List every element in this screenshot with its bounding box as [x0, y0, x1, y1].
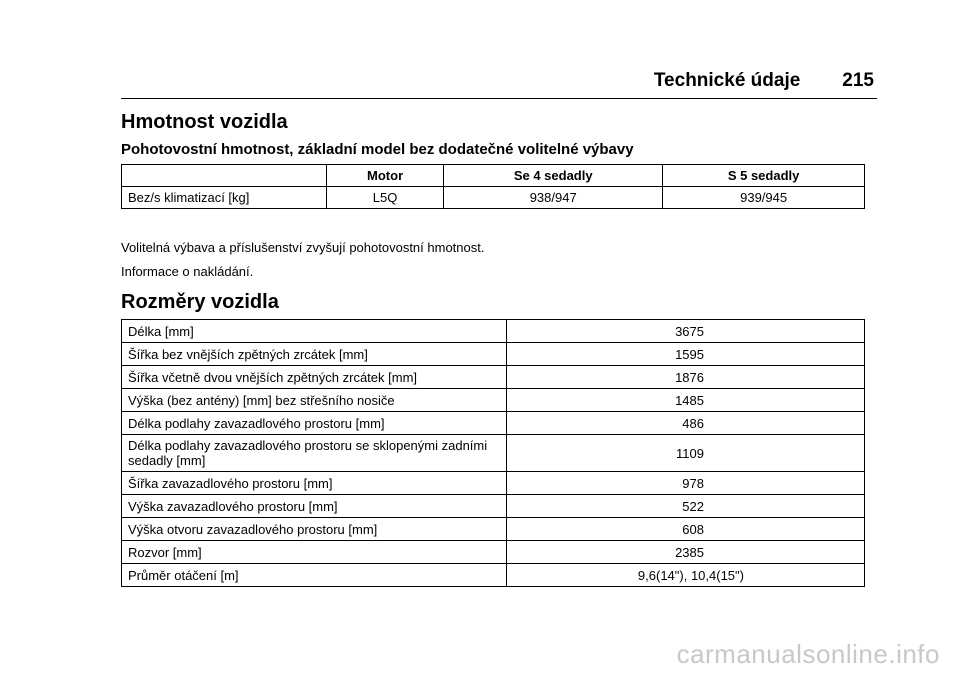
weight-table [121, 164, 865, 209]
dimension-value: 9,6(14"), 10,4(15") [507, 564, 865, 587]
table-row [122, 564, 865, 587]
header-rule [121, 98, 877, 99]
table-row [122, 435, 865, 472]
table-row [122, 541, 865, 564]
dimension-value: 2385 [507, 541, 865, 564]
dimension-label: Výška zavazadlového prostoru [mm] [122, 495, 507, 518]
section-title: Technické údaje [653, 70, 801, 91]
column-header-empty [122, 165, 327, 187]
dimension-label: Průměr otáčení [m] [122, 564, 507, 587]
table-row [122, 187, 865, 209]
dimension-value: 1876 [507, 366, 865, 389]
weight-subheading: Pohotovostní hmotnost, základní model bez dodatečné volitelné výbavy [121, 141, 634, 158]
weight-5-seats: 939/945 [663, 187, 865, 209]
table-row [122, 412, 865, 435]
dimension-value: 522 [507, 495, 865, 518]
dimension-label: Výška otvoru zavazadlového prostoru [mm] [122, 518, 507, 541]
table-row [122, 495, 865, 518]
dimension-label: Šířka bez vnějších zpětných zrcátek [mm] [122, 343, 507, 366]
table-row [122, 389, 865, 412]
loading-info-link[interactable]: Informace o nakládání. [121, 264, 254, 279]
dimension-value: 978 [507, 472, 865, 495]
dimension-label: Šířka včetně dvou vnějších zpětných zrcátek [mm] [122, 366, 507, 389]
table-row [122, 343, 865, 366]
table-row [122, 366, 865, 389]
column-header-motor: Motor [327, 165, 444, 187]
dimension-label: Rozvor [mm] [122, 541, 507, 564]
page-number: 215 [842, 70, 874, 91]
dimension-value: 1109 [507, 435, 865, 472]
dimension-label: Délka podlahy zavazadlového prostoru [mm] [122, 412, 507, 435]
dimension-label: Délka [mm] [122, 320, 507, 343]
table-row [122, 320, 865, 343]
table-row [122, 472, 865, 495]
dimension-label: Délka podlahy zavazadlového prostoru se sklopenými zadními sedadly [mm] [122, 435, 507, 472]
weight-heading: Hmotnost vozidla [121, 111, 288, 133]
weight-note: Volitelná výbava a příslušenství zvyšují pohotovostní hmotnost. [121, 240, 485, 255]
watermark: carmanualsonline.info [676, 639, 940, 669]
column-header-5-seats: S 5 sedadly [663, 165, 865, 187]
dimensions-table [121, 319, 865, 587]
dimension-value: 1485 [507, 389, 865, 412]
dimension-value: 486 [507, 412, 865, 435]
table-row [122, 518, 865, 541]
dimension-label: Šířka zavazadlového prostoru [mm] [122, 472, 507, 495]
dimension-value: 1595 [507, 343, 865, 366]
dimension-value: 3675 [507, 320, 865, 343]
weight-table-header [122, 165, 865, 187]
dimension-label: Výška (bez antény) [mm] bez střešního nosiče [122, 389, 507, 412]
row-label: Bez/s klimatizací [kg] [122, 187, 327, 209]
column-header-4-seats: Se 4 sedadly [444, 165, 663, 187]
dimension-value: 608 [507, 518, 865, 541]
dimensions-heading: Rozměry vozidla [121, 291, 279, 313]
weight-4-seats: 938/947 [444, 187, 663, 209]
page-header [654, 70, 874, 92]
motor-value: L5Q [327, 187, 444, 209]
